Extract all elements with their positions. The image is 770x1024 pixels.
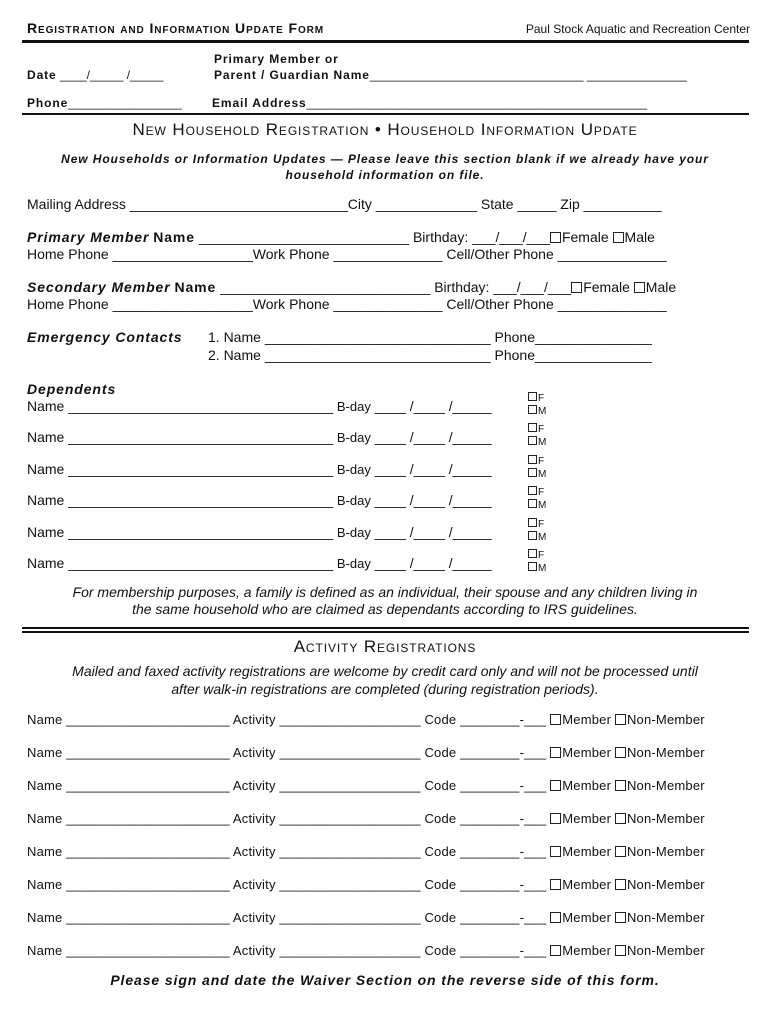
primary-female-checkbox[interactable] xyxy=(550,232,561,243)
dependent-bday-label: B-day xyxy=(336,430,371,446)
zip-blank[interactable]: __________ xyxy=(583,196,662,212)
code-label: Code xyxy=(424,712,457,727)
code-label: Code xyxy=(424,778,457,793)
emergency-1-phone-label: Phone xyxy=(494,329,535,345)
primary-birthday-blank[interactable]: ___/___/___ xyxy=(472,229,550,245)
activity-section-title: Activity Registrations xyxy=(293,637,477,656)
phone-label: Phone xyxy=(27,96,69,110)
center-name: Paul Stock Aquatic and Recreation Center xyxy=(525,22,750,36)
non-member-label: Non-Member xyxy=(626,943,705,958)
dependent-bday-blank[interactable]: ____ /____ /_____ xyxy=(374,429,492,446)
member-label: Member xyxy=(562,943,612,958)
member-label: Member xyxy=(562,811,612,826)
activity-name-blank[interactable]: ______________________ xyxy=(66,778,230,793)
activity-label: Activity xyxy=(232,811,276,826)
member-label: Member xyxy=(562,712,612,727)
code-blank[interactable]: ________-___ xyxy=(460,778,547,793)
secondary-male-label: Male xyxy=(645,279,677,295)
activity-row xyxy=(27,778,705,793)
dependent-name-blank[interactable]: __________________________________ xyxy=(68,492,333,509)
dependent-male-label: M xyxy=(538,531,547,543)
dependent-row xyxy=(27,492,492,508)
city-blank[interactable]: _____________ xyxy=(375,196,477,212)
secondary-birthday-blank[interactable]: ___/___/___ xyxy=(493,279,572,295)
city-label: City xyxy=(347,196,372,212)
member-label: Member xyxy=(562,910,612,925)
dependent-gender-options xyxy=(528,392,546,418)
household-note-line1: New Households or Information Updates — Please leave this section blank if we already have your xyxy=(61,152,709,166)
mailing-address-row xyxy=(27,196,662,212)
non-member-checkbox[interactable] xyxy=(615,846,626,857)
dependent-gender-options xyxy=(528,486,546,512)
primary-birthday-label: Birthday: xyxy=(412,229,469,245)
activity-label: Activity xyxy=(232,877,276,892)
activity-blank[interactable]: ___________________ xyxy=(279,844,421,859)
non-member-checkbox[interactable] xyxy=(615,912,626,923)
code-blank[interactable]: ________-___ xyxy=(460,877,547,892)
dependent-bday-label: B-day xyxy=(336,493,371,509)
activity-blank[interactable]: ___________________ xyxy=(279,712,421,727)
dependent-name-blank[interactable]: __________________________________ xyxy=(68,523,333,540)
dependent-female-label: F xyxy=(538,518,545,530)
dependent-male-label: M xyxy=(538,437,547,449)
household-note-line2: household information on file. xyxy=(285,168,485,182)
dependent-bday-label: B-day xyxy=(336,399,371,414)
code-blank[interactable]: ________-___ xyxy=(460,943,547,958)
secondary-home-phone-blank[interactable]: __________________ xyxy=(112,296,253,312)
dependent-name-label: Name xyxy=(27,460,65,477)
activity-name-label: Name xyxy=(27,910,63,925)
primary-home-phone-label: Home Phone xyxy=(27,246,109,262)
code-label: Code xyxy=(424,877,457,892)
dependent-row xyxy=(27,461,492,477)
member-checkbox[interactable] xyxy=(550,813,561,824)
dependent-female-label: F xyxy=(538,424,545,436)
primary-member-label-line2: Parent / Guardian Name xyxy=(214,68,370,82)
primary-home-phone-blank[interactable]: __________________ xyxy=(112,246,253,262)
member-label: Member xyxy=(562,778,612,793)
header-rule xyxy=(22,40,749,43)
code-blank[interactable]: ________-___ xyxy=(460,745,547,760)
activity-name-label: Name xyxy=(27,943,63,958)
secondary-cell-label: Cell/Other Phone xyxy=(446,296,554,312)
activity-name-blank[interactable]: ______________________ xyxy=(66,910,230,925)
member-label: Member xyxy=(562,745,612,760)
member-checkbox[interactable] xyxy=(550,780,561,791)
primary-cell-label: Cell/Other Phone xyxy=(446,246,554,262)
code-blank[interactable]: ________-___ xyxy=(460,712,547,727)
non-member-checkbox[interactable] xyxy=(615,879,626,890)
code-label: Code xyxy=(424,943,457,958)
dependent-name-blank[interactable]: __________________________________ xyxy=(68,429,333,446)
dependent-gender-options xyxy=(528,423,546,449)
activity-blank[interactable]: ___________________ xyxy=(279,877,421,892)
secondary-home-phone-label: Home Phone xyxy=(27,296,109,312)
member-checkbox[interactable] xyxy=(550,879,561,890)
secondary-name-label: Name xyxy=(174,279,217,295)
member-checkbox[interactable] xyxy=(550,747,561,758)
primary-member-label: Primary Member xyxy=(27,229,150,245)
activity-name-label: Name xyxy=(27,712,63,727)
code-label: Code xyxy=(424,844,457,859)
dependent-female-label: F xyxy=(538,550,545,561)
secondary-member-row xyxy=(27,279,676,295)
household-section-title: New Household Registration • Household Information Update xyxy=(132,120,638,139)
dependent-gender-options xyxy=(528,518,546,544)
top-rule xyxy=(22,113,749,115)
primary-guardian-field[interactable] xyxy=(214,68,687,82)
dependent-male-label: M xyxy=(538,563,547,574)
activity-blank[interactable]: ___________________ xyxy=(279,745,421,760)
emergency-1-label: 1. Name xyxy=(208,329,261,345)
activity-label: Activity xyxy=(232,778,276,793)
dependents-title: Dependents xyxy=(27,381,117,397)
member-checkbox[interactable] xyxy=(550,912,561,923)
primary-name-blank[interactable]: ___________________________ xyxy=(198,229,410,245)
activity-row xyxy=(27,877,705,892)
primary-male-checkbox[interactable] xyxy=(613,232,624,243)
primary-member-row xyxy=(27,229,655,245)
activity-row xyxy=(27,811,705,826)
non-member-label: Non-Member xyxy=(626,877,705,892)
non-member-label: Non-Member xyxy=(626,811,705,826)
dependent-male-checkbox[interactable] xyxy=(528,562,537,571)
non-member-label: Non-Member xyxy=(626,745,705,760)
code-blank[interactable]: ________-___ xyxy=(460,844,547,859)
code-label: Code xyxy=(424,910,457,925)
activity-name-label: Name xyxy=(27,745,63,760)
dependent-male-checkbox[interactable] xyxy=(528,499,537,508)
secondary-name-blank[interactable]: ___________________________ xyxy=(220,279,431,295)
emergency-2-name-blank[interactable]: _____________________________ xyxy=(264,347,491,363)
primary-male-label: Male xyxy=(624,229,655,245)
code-blank[interactable]: ________-___ xyxy=(460,811,547,826)
date-blank[interactable]: ____/_____ /_____ xyxy=(59,68,164,82)
dependent-female-checkbox[interactable] xyxy=(528,549,537,558)
dependent-row xyxy=(27,429,492,445)
secondary-birthday-label: Birthday: xyxy=(434,279,490,295)
primary-female-label: Female xyxy=(561,229,609,245)
emergency-2-label: 2. Name xyxy=(208,347,261,363)
emergency-1-phone-blank[interactable]: _______________ xyxy=(535,329,652,345)
activity-row xyxy=(27,745,705,760)
emergency-2-phone-label: Phone xyxy=(494,347,535,363)
activity-name-blank[interactable]: ______________________ xyxy=(66,745,230,760)
activity-label: Activity xyxy=(232,844,276,859)
dependent-name-blank[interactable]: __________________________________ xyxy=(68,555,333,571)
dependent-female-label: F xyxy=(538,487,545,499)
dependent-bday-blank[interactable]: ____ /____ /_____ xyxy=(374,460,492,477)
phone-blank[interactable]: _________________ xyxy=(68,96,182,110)
dependent-row xyxy=(27,555,492,571)
primary-work-phone-label: Work Phone xyxy=(252,246,330,262)
dependent-name-label: Name xyxy=(27,398,65,414)
form-title: Registration and Information Update Form xyxy=(27,20,324,36)
mailing-label: Mailing Address xyxy=(27,196,126,212)
member-checkbox[interactable] xyxy=(550,714,561,725)
activity-name-blank[interactable]: ______________________ xyxy=(66,943,230,958)
activity-name-blank[interactable]: ______________________ xyxy=(66,877,230,892)
activity-name-label: Name xyxy=(27,877,63,892)
activity-row xyxy=(27,910,705,925)
primary-member-label-line1: Primary Member or xyxy=(214,52,339,66)
activity-blank[interactable]: ___________________ xyxy=(279,910,421,925)
family-definition-line1: For membership purposes, a family is defined as an individual, their spouse and any children living in xyxy=(72,584,698,600)
dependent-row xyxy=(27,524,492,540)
member-label: Member xyxy=(562,877,612,892)
emergency-contact-2 xyxy=(208,347,652,363)
dependent-female-label: F xyxy=(538,393,545,404)
secondary-female-label: Female xyxy=(583,279,630,295)
activity-name-blank[interactable]: ______________________ xyxy=(66,811,230,826)
dependent-female-checkbox[interactable] xyxy=(528,455,537,464)
emergency-contacts-label: Emergency Contacts xyxy=(27,329,183,345)
primary-guardian-blank[interactable]: ________________________________ _______________ xyxy=(369,68,687,82)
activity-note-line2: after walk-in registrations are completed (during registration periods). xyxy=(171,681,599,697)
dependent-row xyxy=(27,398,492,414)
secondary-phones-row xyxy=(27,296,667,312)
dependent-name-label: Name xyxy=(27,523,65,540)
dependent-male-label: M xyxy=(538,468,547,480)
email-field[interactable] xyxy=(212,96,647,110)
activity-label: Activity xyxy=(232,712,276,727)
secondary-cell-blank[interactable]: ______________ xyxy=(557,296,667,312)
dependent-male-label: M xyxy=(538,406,547,417)
code-label: Code xyxy=(424,745,457,760)
activity-row xyxy=(27,712,705,727)
activity-note-line1: Mailed and faxed activity registrations are welcome by credit card only and will not be processed until xyxy=(72,663,698,679)
dependent-male-checkbox[interactable] xyxy=(528,468,537,477)
activity-row xyxy=(27,943,705,958)
non-member-label: Non-Member xyxy=(626,844,705,859)
code-blank[interactable]: ________-___ xyxy=(460,910,547,925)
dependent-male-checkbox[interactable] xyxy=(528,405,537,414)
activity-label: Activity xyxy=(232,910,276,925)
non-member-checkbox[interactable] xyxy=(615,813,626,824)
non-member-checkbox[interactable] xyxy=(615,780,626,791)
email-blank[interactable]: ___________________________________________________ xyxy=(306,96,647,110)
dependent-name-label: Name xyxy=(27,492,65,509)
dependent-female-label: F xyxy=(538,455,545,467)
primary-cell-blank[interactable]: ______________ xyxy=(557,246,667,262)
secondary-female-checkbox[interactable] xyxy=(571,282,582,293)
date-field[interactable] xyxy=(27,68,163,82)
activity-name-blank[interactable]: ______________________ xyxy=(66,712,230,727)
activity-blank[interactable]: ___________________ xyxy=(279,811,421,826)
secondary-member-label: Secondary Member xyxy=(27,279,171,295)
dependent-female-checkbox[interactable] xyxy=(528,423,537,432)
member-label: Member xyxy=(562,844,612,859)
dependent-bday-blank[interactable]: ____ /____ /_____ xyxy=(374,555,492,571)
secondary-work-phone-blank[interactable]: ______________ xyxy=(333,296,443,312)
activity-name-label: Name xyxy=(27,844,63,859)
phone-field[interactable] xyxy=(27,96,182,110)
dependent-female-checkbox[interactable] xyxy=(528,518,537,527)
dependent-bday-blank[interactable]: ____ /____ /_____ xyxy=(374,398,492,414)
emergency-contact-1 xyxy=(208,329,652,345)
activity-name-blank[interactable]: ______________________ xyxy=(66,844,230,859)
secondary-male-checkbox[interactable] xyxy=(634,282,645,293)
state-blank[interactable]: _____ xyxy=(517,196,557,212)
mailing-blank[interactable]: ____________________________ xyxy=(129,196,348,212)
dependent-bday-label: B-day xyxy=(336,556,371,571)
dependent-name-label: Name xyxy=(27,429,65,446)
dependent-male-label: M xyxy=(538,500,547,512)
dependent-bday-blank[interactable]: ____ /____ /_____ xyxy=(374,492,492,509)
emergency-2-phone-blank[interactable]: _______________ xyxy=(535,347,652,363)
activity-blank[interactable]: ___________________ xyxy=(279,943,421,958)
dependent-name-label: Name xyxy=(27,555,65,571)
dependent-name-blank[interactable]: __________________________________ xyxy=(68,460,333,477)
non-member-checkbox[interactable] xyxy=(615,714,626,725)
activity-name-label: Name xyxy=(27,778,63,793)
non-member-label: Non-Member xyxy=(626,712,705,727)
non-member-checkbox[interactable] xyxy=(615,747,626,758)
dependent-gender-options xyxy=(528,549,546,575)
date-label: Date xyxy=(27,68,57,82)
primary-work-phone-blank[interactable]: ______________ xyxy=(333,246,443,262)
primary-name-label: Name xyxy=(153,229,195,245)
dependent-male-checkbox[interactable] xyxy=(528,436,537,445)
family-definition-line2: the same household who are claimed as dependants according to IRS guidelines. xyxy=(132,601,638,617)
activity-blank[interactable]: ___________________ xyxy=(279,778,421,793)
state-label: State xyxy=(480,196,514,212)
dependent-male-checkbox[interactable] xyxy=(528,531,537,540)
emergency-1-name-blank[interactable]: _____________________________ xyxy=(264,329,491,345)
code-label: Code xyxy=(424,811,457,826)
activity-name-label: Name xyxy=(27,811,63,826)
dependent-bday-blank[interactable]: ____ /____ /_____ xyxy=(374,523,492,540)
non-member-label: Non-Member xyxy=(626,910,705,925)
waiver-instruction: Please sign and date the Waiver Section on the reverse side of this form. xyxy=(110,972,660,988)
secondary-work-phone-label: Work Phone xyxy=(252,296,330,312)
dependent-name-blank[interactable]: __________________________________ xyxy=(68,398,333,414)
primary-phones-row xyxy=(27,246,667,262)
activity-label: Activity xyxy=(232,745,276,760)
member-checkbox[interactable] xyxy=(550,846,561,857)
non-member-checkbox[interactable] xyxy=(615,945,626,956)
zip-label: Zip xyxy=(560,196,580,212)
email-label: Email Address xyxy=(212,96,307,110)
activity-rule-bottom xyxy=(22,631,749,633)
dependent-female-checkbox[interactable] xyxy=(528,486,537,495)
dependent-female-checkbox[interactable] xyxy=(528,392,537,401)
non-member-label: Non-Member xyxy=(626,778,705,793)
activity-label: Activity xyxy=(232,943,276,958)
activity-rule-top xyxy=(22,627,749,629)
dependent-bday-label: B-day xyxy=(336,524,371,540)
dependent-gender-options xyxy=(528,455,546,481)
member-checkbox[interactable] xyxy=(550,945,561,956)
activity-row xyxy=(27,844,705,859)
dependent-bday-label: B-day xyxy=(336,461,371,477)
